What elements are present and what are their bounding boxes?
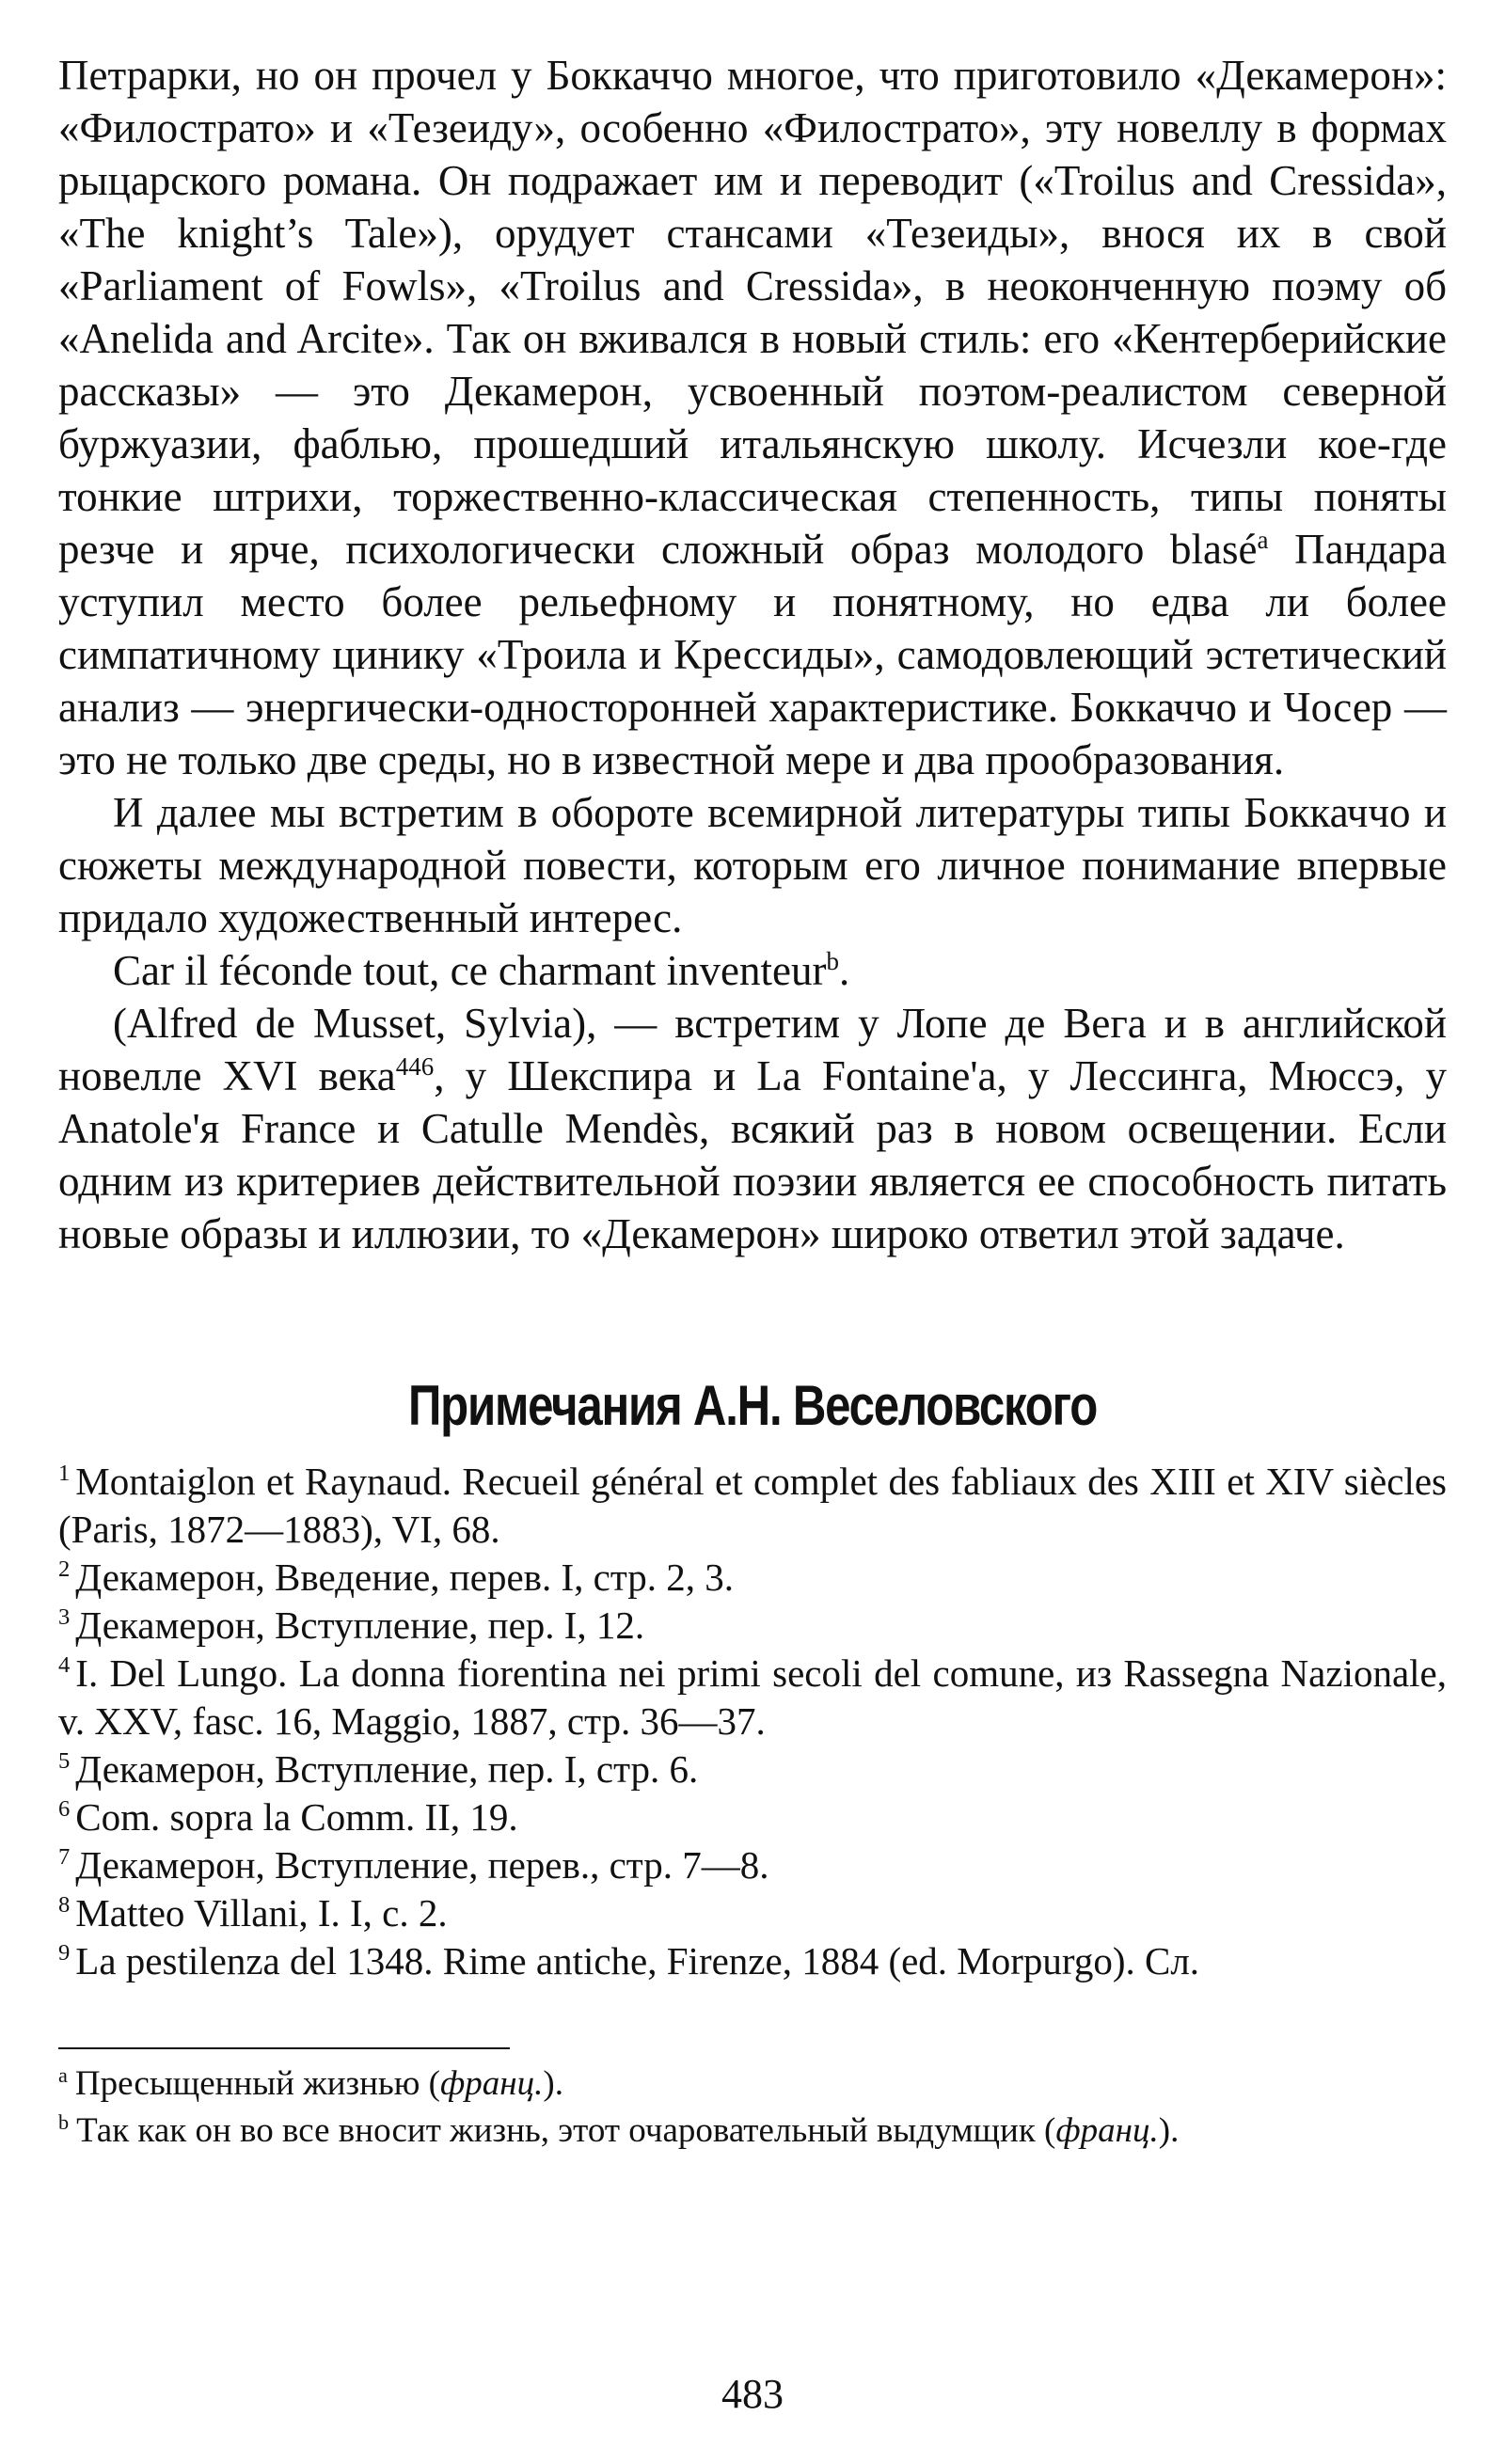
footnote-rule [58, 2047, 510, 2049]
footnote-close: ). [543, 2064, 563, 2103]
endnote-ref-446: 446 [395, 1052, 435, 1081]
note-item [58, 1554, 1447, 1602]
note-number: 3 [58, 1604, 71, 1631]
note-text: Декамерон, Введение, перев. I, стр. 2, 3. [75, 1556, 735, 1599]
footnote-item [58, 2108, 1447, 2155]
paragraph-1 [58, 49, 1447, 786]
verse-quote [58, 944, 1447, 997]
footnote-text: Так как он во все вносит жизнь, этот очаровательный выдумщик ( [76, 2111, 1056, 2150]
footnote-close: ). [1158, 2111, 1180, 2150]
verse-text: Car il féconde tout, ce charmant inventeur [113, 947, 827, 994]
paragraph-2 [58, 786, 1447, 944]
note-number: 5 [58, 1748, 71, 1775]
verse-end: . [838, 947, 850, 994]
paragraph-1-text: Петрарки, но он прочел у Боккаччо многое, что приготовило «Декамерон»: «Филострато» и «Тезеиду», особенно «Филострато», эту новеллу в формах рыцарского романа. Он подражает им и переводит («Troilus and Cressida», «The knight’s Tale»), орудует стансами «Тезеиды», внося их в свой «Parliament of Fowls», «Troilus and Cressida», в неоконченную поэму об «Anelida and Arcite». Так он вживался в новый стиль: его «Кентерберийские рассказы» — это Декамерон, усвоенный поэтом-реалистом северной буржуазии, фаблью, прошедший итальянскую школу. Исчезли кое-где тонкие штрихи, торжественно-классическая степенность, типы поняты резче и ярче, психологически сложный образ молодого blasé [58, 52, 1447, 573]
note-number: 6 [58, 1796, 71, 1823]
note-item [58, 1889, 1447, 1937]
note-number: 9 [58, 1940, 71, 1966]
notes-list [58, 1458, 1447, 1985]
footnote-mark: a [58, 2062, 68, 2087]
note-item [58, 1841, 1447, 1889]
note-text: Декамерон, Вступление, пер. I, 12. [75, 1603, 645, 1647]
note-item [58, 1602, 1447, 1650]
notes-heading: Примечания А.Н. Веселовского [407, 1374, 1098, 1437]
footnote-ref-b: b [826, 947, 839, 975]
note-text: Montaiglon et Raynaud. Recueil général et complet des fabliaux des XIII et XIV siècles (Paris, 1872—1883), VI, 68. [58, 1460, 1447, 1551]
footnote-language: франц. [440, 2064, 544, 2103]
footnote-mark: b [58, 2109, 70, 2134]
note-item [58, 1650, 1447, 1745]
note-number: 4 [58, 1652, 71, 1679]
note-number: 7 [58, 1844, 71, 1871]
note-item [58, 1745, 1447, 1793]
paragraph-3-text-a: (Alfred de Musset, Sylvia), — встретим у Лопе де Вега и в английской новелле XVI века [58, 1000, 1447, 1099]
note-item [58, 1937, 1447, 1985]
note-text: Декамерон, Вступление, пер. I, стр. 6. [75, 1747, 699, 1791]
note-number: 2 [58, 1556, 71, 1583]
note-number: 8 [58, 1892, 71, 1919]
page-content [58, 49, 1447, 2155]
note-text: La pestilenza del 1348. Rime antiche, Firenze, 1884 (ed. Morpurgo). Сл. [75, 1939, 1200, 1982]
note-text: I. Del Lungo. La donna fiorentina nei primi secoli del comune, из Rassegna Nazionale, v. XXV, fasc. 16, Maggio, 1887, стр. 36—37. [58, 1651, 1447, 1743]
footnotes-list [58, 2061, 1447, 2155]
page-number: 483 [721, 2371, 784, 2417]
footnote-text: Пресыщенный жизнью ( [74, 2064, 440, 2103]
note-item [58, 1793, 1447, 1841]
footnote-language: франц. [1055, 2111, 1159, 2150]
note-text: Matteo Villani, I. I, c. 2. [75, 1891, 448, 1935]
footnote-item [58, 2061, 1447, 2108]
main-text [58, 49, 1447, 1260]
paragraph-3 [58, 997, 1447, 1260]
paragraph-3-text-b: , у Шекспира и La Fontaine'a, у Лессинга, Мюссэ, у Anatole'я France и Catulle Mendès, всякий раз в новом освещении. Если одним из критериев действительной поэзии является ее способность питать новые образы и иллюзии, то «Декамерон» широко ответил этой задаче. [58, 1052, 1447, 1257]
paragraph-1-tail: Пандара уступил место более рельефному и понятному, но едва ли более симпатичному цинику «Троила и Крессиды», самодовлеющий эстетический анализ — энергически-односторонней характеристике. Боккаччо и Чосер — это не только две среды, но в известной мере и два прообразования. [58, 526, 1447, 783]
note-text: Com. sopra la Comm. II, 19. [75, 1795, 518, 1839]
note-item [58, 1458, 1447, 1554]
note-number: 1 [58, 1461, 71, 1487]
paragraph-2-text: И далее мы встретим в обороте всемирной литературы типы Боккаччо и сюжеты международной повести, которым его личное понимание впервые придало художественный интерес. [58, 789, 1447, 941]
note-text: Декамерон, Вступление, перев., стр. 7—8. [75, 1843, 769, 1887]
footnote-ref-a: a [1257, 526, 1269, 554]
